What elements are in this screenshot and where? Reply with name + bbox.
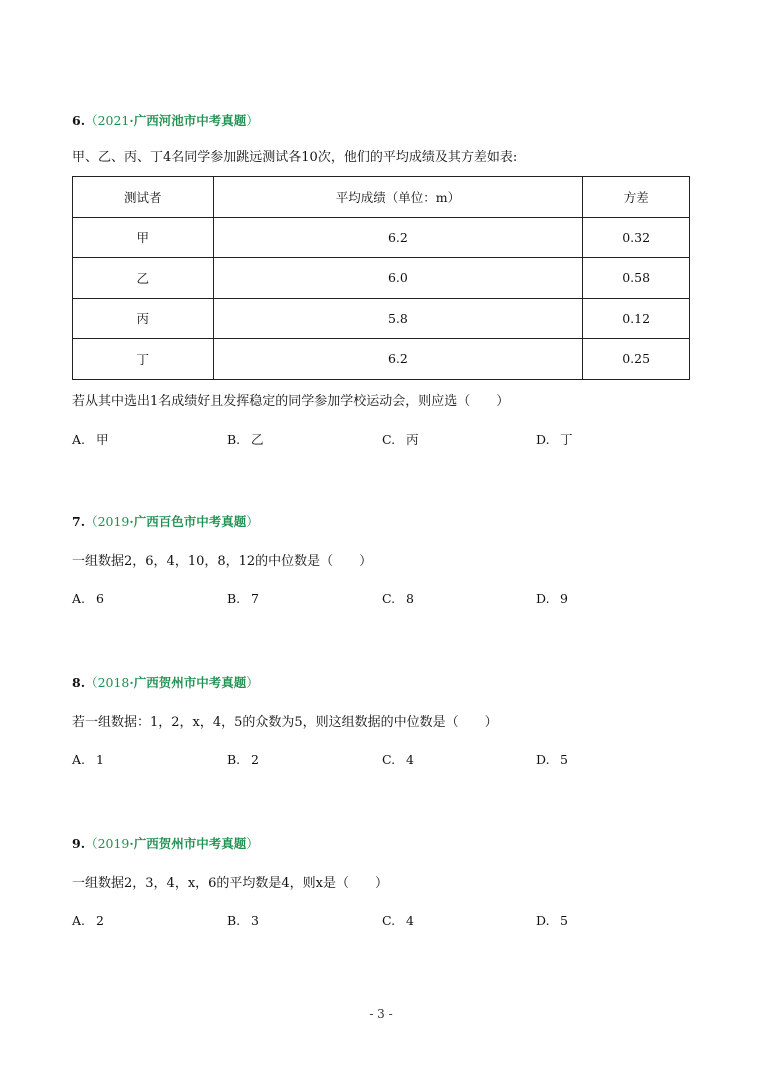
table-cell: 丙	[73, 298, 214, 339]
option-a[interactable]: A. 6	[72, 591, 104, 606]
option-b[interactable]: B. 3	[227, 913, 259, 928]
table-row	[73, 298, 690, 339]
option-c[interactable]: C. 8	[382, 591, 414, 606]
question-source: （2019·广西贺州市中考真题）	[85, 836, 259, 851]
table-cell: 0.25	[583, 339, 690, 380]
option-a[interactable]: A. 2	[72, 913, 104, 928]
option-a[interactable]: A. 甲	[72, 432, 109, 447]
question-6-prompt: 若从其中选出1名成绩好且发挥稳定的同学参加学校运动会，则应选（ ）	[72, 394, 510, 409]
option-a[interactable]: A. 1	[72, 752, 104, 767]
table-cell: 0.58	[583, 258, 690, 299]
table-cell: 丁	[73, 339, 214, 380]
question-9-options	[72, 913, 692, 933]
option-b[interactable]: B. 7	[227, 591, 259, 606]
question-6-options	[72, 430, 692, 450]
table-header-cell: 平均成绩（单位：m）	[213, 177, 583, 218]
option-d[interactable]: D. 9	[536, 591, 568, 606]
question-source: （2019·广西百色市中考真题）	[85, 514, 259, 529]
question-number: 6.	[72, 113, 86, 128]
option-c[interactable]: C. 4	[382, 913, 414, 928]
table-header-cell: 方差	[583, 177, 690, 218]
question-7-stem: 一组数据2，6，4，10，8，12的中位数是（ ）	[72, 554, 373, 569]
question-7-options	[72, 591, 692, 611]
question-8-header	[72, 673, 259, 691]
table-row	[73, 217, 690, 258]
table-cell: 0.12	[583, 298, 690, 339]
question-8-options	[72, 752, 692, 772]
question-source: （2021·广西河池市中考真题）	[85, 113, 259, 128]
option-d[interactable]: D. 5	[536, 913, 568, 928]
table-cell: 6.2	[213, 339, 583, 380]
table-cell: 6.0	[213, 258, 583, 299]
option-c[interactable]: C. 丙	[382, 432, 419, 447]
table-cell: 0.32	[583, 217, 690, 258]
question-number: 9.	[72, 836, 86, 851]
option-b[interactable]: B. 乙	[227, 432, 264, 447]
question-source: （2018·广西贺州市中考真题）	[85, 675, 259, 690]
table-cell: 乙	[73, 258, 214, 299]
question-number: 8.	[72, 675, 86, 690]
question-7-header	[72, 512, 259, 530]
question-9-stem: 一组数据2，3，4，x，6的平均数是4，则x是（ ）	[72, 876, 389, 891]
option-b[interactable]: B. 2	[227, 752, 259, 767]
table-cell: 6.2	[213, 217, 583, 258]
table-cell: 5.8	[213, 298, 583, 339]
table-header-cell: 测试者	[73, 177, 214, 218]
question-number: 7.	[72, 514, 86, 529]
page-number: - 3 -	[369, 1007, 393, 1021]
table-row	[73, 339, 690, 380]
score-variance-table	[72, 176, 690, 380]
option-d[interactable]: D. 丁	[536, 432, 573, 447]
table-row	[73, 258, 690, 299]
question-9-header	[72, 834, 259, 852]
option-d[interactable]: D. 5	[536, 752, 568, 767]
table-cell: 甲	[73, 217, 214, 258]
question-6-header	[72, 111, 259, 129]
question-6-stem: 甲、乙、丙、丁4名同学参加跳远测试各10次，他们的平均成绩及其方差如表:	[72, 150, 518, 165]
question-8-stem: 若一组数据：1，2，x，4，5的众数为5，则这组数据的中位数是（ ）	[72, 715, 498, 730]
option-c[interactable]: C. 4	[382, 752, 414, 767]
table-header-row	[73, 177, 690, 218]
